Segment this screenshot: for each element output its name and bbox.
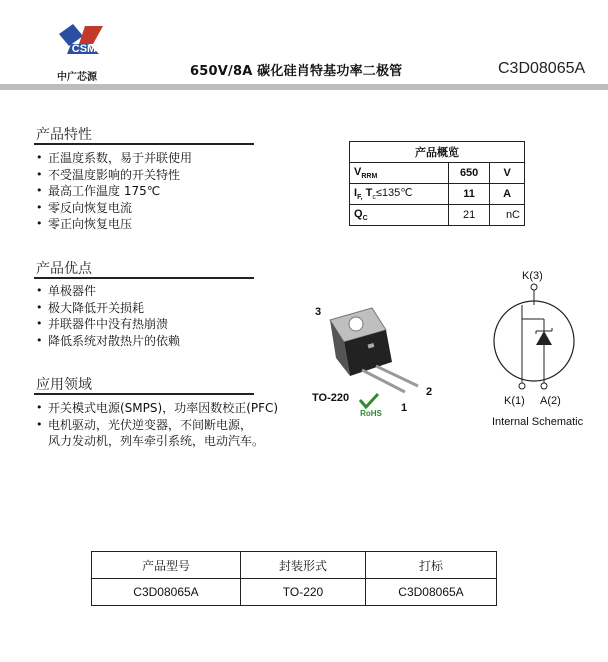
rohs-check-icon	[356, 392, 386, 418]
list-item: • 并联器件中没有热崩溃	[36, 316, 180, 333]
list-item: • 电机驱动，光伏逆变器，不间断电源，	[36, 417, 278, 434]
features-title: 产品特性	[36, 127, 92, 143]
features-rule	[34, 143, 254, 145]
pin2-label: 2	[426, 386, 433, 398]
list-item: • 降低系统对散热片的依赖	[36, 333, 180, 350]
list-item: • 单极器件	[36, 283, 180, 300]
schematic-k3-label: K(3)	[522, 270, 543, 282]
schematic-k1-label: K(1)	[504, 395, 525, 407]
schematic-a2-label: A(2)	[540, 395, 561, 407]
advantages-list	[36, 283, 180, 349]
advantages-rule	[34, 277, 254, 279]
table-header-row: 产品型号 封装形式 打标	[92, 552, 497, 579]
applications-list	[36, 400, 278, 450]
list-item: 风力发动机，列车牵引系统，电动汽车。	[48, 434, 265, 448]
company-logo	[55, 22, 113, 64]
applications-title: 应用领域	[36, 377, 92, 393]
document-title: 650V/8A 碳化硅肖特基功率二极管	[190, 64, 403, 79]
schematic-caption: Internal Schematic	[492, 416, 584, 428]
applications-rule	[34, 393, 254, 395]
table-row: $I_{F,}$ $T_c\le 135℃$ 11 A	[350, 184, 525, 205]
header-bar	[0, 84, 608, 90]
logo-graphic	[55, 22, 113, 64]
schematic-drawing	[488, 283, 588, 395]
advantages-title: 产品优点	[36, 261, 92, 277]
company-name: 中广芯源	[57, 72, 97, 83]
table-row: $V_{RRM}$ 650 V	[350, 163, 525, 184]
overview-table	[349, 141, 525, 226]
part-number: C3D08065A	[498, 60, 586, 77]
pin1-label: 1	[401, 402, 408, 414]
logo-text: CSM	[71, 43, 97, 55]
table-row: C3D08065A TO-220 C3D08065A	[92, 579, 497, 606]
package-name: TO-220	[312, 392, 350, 404]
pin3-label: 3	[315, 306, 322, 318]
svg-text:RoHS: RoHS	[360, 409, 382, 418]
diode-schematic-icon	[488, 283, 588, 395]
list-item: • 不受温度影响的开关特性	[36, 167, 192, 184]
rohs-logo	[356, 392, 386, 418]
features-list	[36, 150, 192, 233]
list-item: • 最高工作温度 175℃	[36, 183, 192, 200]
list-item: • 极大降低开关损耗	[36, 300, 180, 317]
overview-title: 产品概览	[350, 142, 525, 163]
list-item: • 零正向恢复电压	[36, 216, 192, 233]
table-row: $Q_C$ 21 nC	[350, 205, 525, 226]
list-item: • 正温度系数，易于并联使用	[36, 150, 192, 167]
product-info-table	[91, 551, 497, 606]
list-item: • 开关模式电源(SMPS)，功率因数校正(PFC)	[36, 400, 278, 417]
list-item: • 零反向恢复电流	[36, 200, 192, 217]
